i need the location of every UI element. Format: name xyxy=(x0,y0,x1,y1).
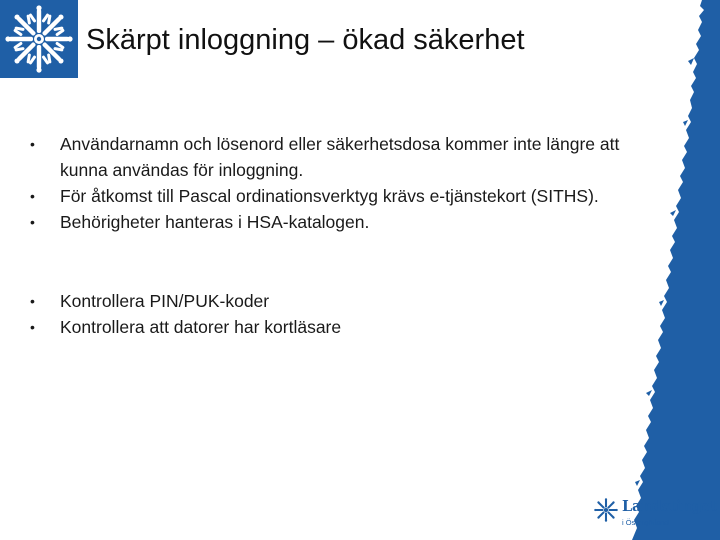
bullet-symbol: • xyxy=(30,136,35,152)
bullet-text: Kontrollera PIN/PUK-koder xyxy=(60,291,270,311)
bullet-symbol: • xyxy=(30,214,35,230)
snowflake-flower-icon xyxy=(4,4,74,74)
bullet-item xyxy=(26,183,626,209)
bullet-item xyxy=(26,314,626,340)
header-logo xyxy=(0,0,78,78)
bullet-symbol: • xyxy=(30,319,35,335)
slide-title: Skärpt inloggning – ökad säkerhet xyxy=(86,24,525,56)
bullet-symbol: • xyxy=(30,293,35,309)
bullet-item xyxy=(26,131,626,183)
bullet-item xyxy=(26,209,626,235)
bullet-text: Kontrollera att datorer har kortläsare xyxy=(60,317,342,337)
bullet-symbol: • xyxy=(30,188,35,204)
bullet-text: Användarnamn och lösenord eller säkerhetsdosa kommer inte längre att kunna användas för inloggning. xyxy=(60,134,620,180)
bullet-text: Behörigheter hanteras i HSA-katalogen. xyxy=(60,212,370,232)
bullet-list-checklist xyxy=(26,288,626,340)
bullet-list-primary xyxy=(26,131,626,235)
coastline-decoration xyxy=(610,0,720,540)
bullet-text: För åtkomst till Pascal ordinationsverktyg krävs e-tjänstekort (SITHS). xyxy=(60,186,599,206)
footer-brand-name: Landstinget xyxy=(622,498,718,515)
snowflake-flower-icon xyxy=(594,498,618,522)
footer-brand-subtitle: i Östergötland xyxy=(622,518,669,527)
bullet-item xyxy=(26,288,626,314)
footer-logo xyxy=(594,494,720,534)
